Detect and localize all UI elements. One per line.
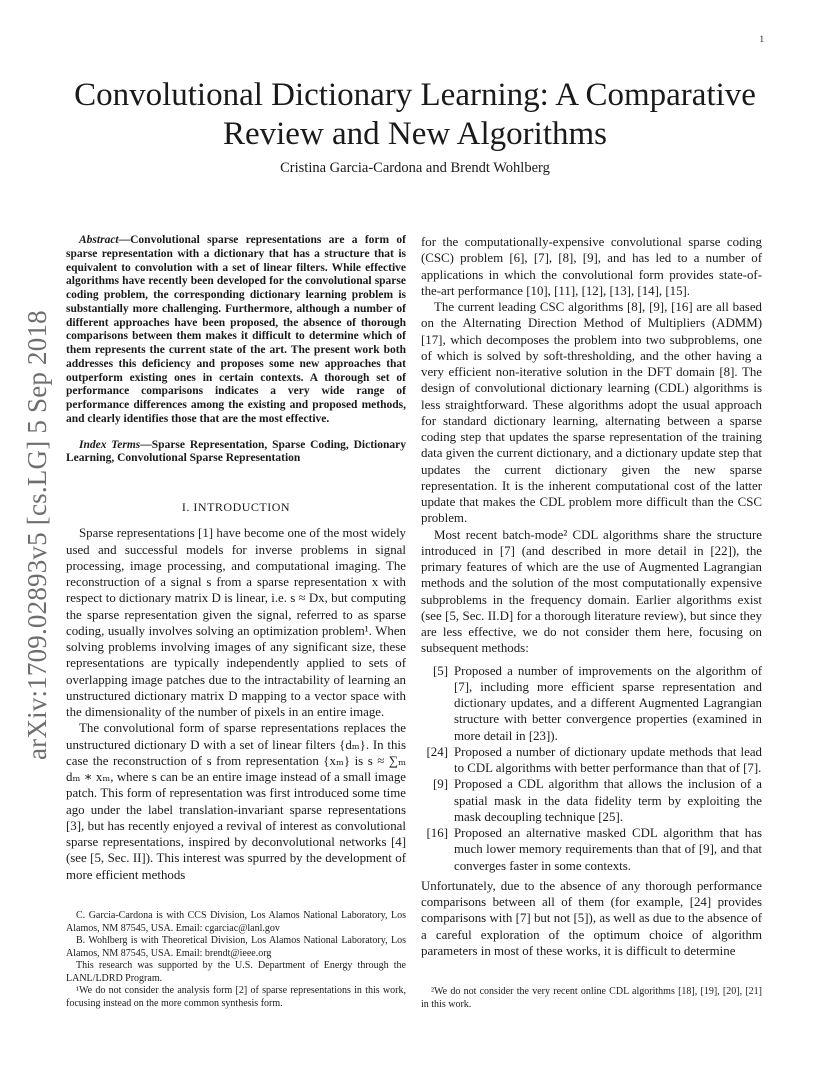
index-terms-text: —Sparse Representation, Sparse Coding, Dictionary Learning, Convolutional Sparse Representation [66, 438, 406, 465]
right-closing-paragraph: Unfortunately, due to the absence of any thorough performance comparisons between all of them (for example, [24] provides comparisons with [7] but not [5]), as well as due to the absence of a careful exploration of the optimum choice of algorithm parameters in most of these works, it is difficult to determine [421, 878, 762, 958]
method-list [421, 663, 762, 874]
list-item-ref: [5] [432, 663, 448, 678]
right-paragraph-2: The current leading CSC algorithms [8], [9], [16] are all based on the Alternating Direction Method of Multipliers (ADMM) [17], which decomposes the problem into two subproblems, one of which is solved by soft-thresholding, and the other having a very efficient non-iterative solution in the DFT domain [8]. The design of convolutional dictionary learning (CDL) algorithms is less straightforward. These algorithms adopt the usual approach for standard dictionary learning, alternating between a sparse coding step that updates the sparse representation of the training data given the current dictionary, and a dictionary update step that updates the current dictionary given the new sparse representation. It is the inherent computational cost of the latter update that makes the CDL problem more difficult than the CSC problem. [421, 300, 762, 526]
footnote-affiliation-1 [66, 910, 406, 935]
list-item-text: Proposed an alternative masked CDL algorithm that has much lower memory requirements than that of [9], and that converges faster in some contexts. [454, 826, 762, 873]
right-column [421, 234, 762, 959]
intro-paragraph-1: Sparse representations [1] have become one of the most widely used and successful models for inverse problems in signal processing, image processing, and computational imaging. The reconstruction of a signal s from a sparse representation x with respect to dictionary matrix D is linear, i.e. s ≈ Dx, but computing the sparse representation given the signal, referred to as sparse coding, usually involves solving an optimization problem¹. When solving problems involving images of any significant size, these representations are typically independently applied to sets of overlapping image patches due to the intractability of learning an unstructured dictionary matrix D mapping to a vector space with the dimensionality of the number of pixels in an entire image. [66, 526, 406, 719]
list-item [421, 776, 762, 825]
paper-title: Convolutional Dictionary Learning: A Comparative Review and New Algorithms [74, 77, 756, 152]
paper-authors: Cristina Garcia-Cardona and Brendt Wohlberg [280, 160, 550, 176]
index-terms-label: Index Terms [79, 438, 141, 451]
abstract [66, 234, 406, 427]
index-terms [66, 439, 406, 467]
page-number: 1 [759, 34, 764, 44]
list-item [421, 825, 762, 874]
list-item-text: Proposed a number of dictionary update methods that lead to CDL algorithms with better performance than that of [7]. [454, 744, 762, 775]
right-footnotes [421, 986, 762, 1011]
left-column [66, 234, 406, 883]
list-item-ref: [9] [432, 777, 448, 792]
footnote-text: B. Wohlberg is with Theoretical Division, Los Alamos National Laboratory, Los Alamos, NM 87545, USA. Email: brendt@ieee.org [66, 935, 406, 959]
footnote-text: C. Garcia-Cardona is with CCS Division, Los Alamos National Laboratory, Los Alamos, NM 87545, USA. Email: cgarciac@lanl.gov [66, 910, 406, 934]
abstract-text: —Convolutional sparse representations are a form of sparse representation with a dictionary that has a structure that is equivalent to convolution with a set of linear filters. While effective algorithms have recently been developed for the convolutional sparse coding problem, the corresponding dictionary learning problem is substantially more challenging. Furthermore, although a number of different approaches have been proposed, the absence of thorough comparisons between them makes it difficult to determine which of them represents the current state of the art. The present work both addresses this deficiency and proposes some new approaches that outperform existing ones in certain contexts. A thorough set of performance comparisons indicates a very wide range of performance differences among the existing and proposed methods, and clearly identifies those that are the most effective. [66, 234, 406, 425]
footnote-funding: This research was supported by the U.S. Department of Energy through the LANL/LDRD Program. [66, 960, 406, 984]
footnote-2: ²We do not consider the very recent online CDL algorithms [18], [19], [20], [21] in this work. [421, 986, 762, 1010]
list-item-text: Proposed a number of improvements on the algorithm of [7], including more efficient sparse representation and dictionary updates, and a different Augmented Lagrangian structure with better convergence properties (examined in more detail in [23]). [454, 663, 762, 743]
right-paragraph-1: for the computationally-expensive convolutional sparse coding (CSC) problem [6], [7], [8], [9], and has led to a number of applications in which the convolutional form provides state-of-the-art performance [10], [11], [12], [13], [14], [15]. [421, 235, 762, 298]
intro-paragraph-2: The convolutional form of sparse representations replaces the unstructured dictionary D with a set of linear filters {dₘ}. In this case the reconstruction of s from representation {xₘ} is s ≈ ∑ₘ dₘ ∗ xₘ, where s can be an entire image instead of a small image patch. This form of representation was first introduced some time ago under the label translation-invariant sparse representations [3], but has recently enjoyed a revival of interest as convolutional sparse representations, inspired by deconvolutional networks [4] (see [5, Sec. II]). This interest was spurred by the development of more efficient methods [66, 721, 406, 882]
section-heading-introduction: I. INTRODUCTION [181, 500, 291, 514]
left-footnotes [66, 910, 406, 1010]
list-item [421, 663, 762, 744]
arxiv-identifier: arXiv:1709.02893v5 [cs.LG] 5 Sep 2018 [22, 310, 52, 760]
abstract-label: Abstract [79, 234, 119, 246]
list-item-text: Proposed a CDL algorithm that allows the inclusion of a spatial mask in the data fidelity term by exploiting the mask decoupling technique [25]. [454, 777, 762, 824]
list-item-ref: [16] [426, 826, 448, 840]
footnote-affiliation-2 [66, 935, 406, 960]
list-item-ref: [24] [426, 744, 448, 759]
footnote-1: ¹We do not consider the analysis form [2] of sparse representations in this work, focusing instead on the more common synthesis form. [66, 985, 406, 1009]
right-paragraph-3: Most recent batch-mode² CDL algorithms share the structure introduced in [7] (and described in more detail in [22]), the primary features of which are the use of Augmented Lagrangian methods and the solution of the most computationally expensive subproblems in the frequency domain. Earlier algorithms exist (see [5, Sec. II.D] for a thorough literature review), but since they are less effective, we do not consider them here, focusing on subsequent methods: [421, 527, 762, 656]
list-item [421, 744, 762, 777]
